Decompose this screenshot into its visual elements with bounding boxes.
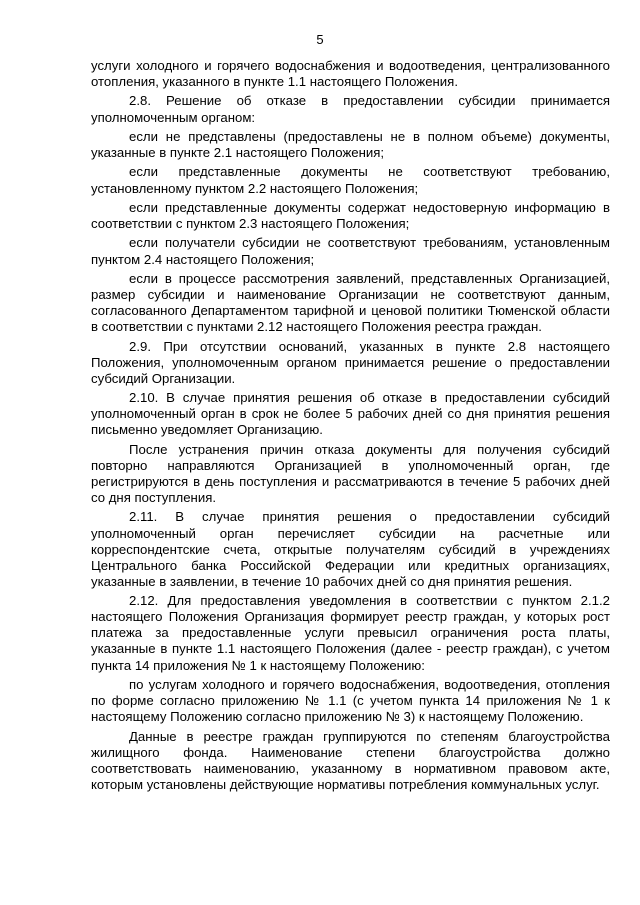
paragraph-2-9: 2.9. При отсутствии оснований, указанных в пункте 2.8 настоящего Положения, уполномоченным органом принимается решение о предоставлении субсидий Организации. [91, 338, 610, 386]
paragraph-services: по услугам холодного и горячего водоснабжения, водоотведения, отопления по форме согласно приложению № 1.1 (с учетом пункта 14 приложения № 1 к настоящему Положению согласно приложению № 3) к настоящему Положению. [91, 676, 610, 725]
page-number: 5 [316, 32, 324, 47]
paragraph-grouping: Данные в реестре граждан группируются по степеням благоустройства жилищного фонда. Наименование степени благоустройства должно соответствовать наименованию, указанному в нормативном правовом акте, которым установлены действующие нормативы потребления коммунальных услуг. [91, 728, 610, 792]
paragraph-continuation: услуги холодного и горячего водоснабжения и водоотведения, централизованного отопления, указанного в пункте 1.1 настоящего Положения. [91, 58, 610, 90]
paragraph-refusal-reason-3: если представленные документы содержат недостоверную информацию в соответствии с пунктом 2.3 настоящего Положения; [91, 199, 610, 232]
paragraph-2-10: 2.10. В случае принятия решения об отказе в предоставлении субсидий уполномоченный орган в срок не более 5 рабочих дней со дня принятия решения письменно уведомляет Организацию. [91, 390, 610, 438]
document-body [91, 58, 610, 796]
paragraph-refusal-reason-2: если представленные документы не соответствуют требованию, установленному пунктом 2.2 настоящего Положения; [91, 164, 610, 196]
paragraph-refusal-reason-5: если в процессе рассмотрения заявлений, представленных Организацией, размер субсидии и наименование Организации не соответствуют данным, согласованного Департаментом тарифной и ценовой политики Тюменской области в соответствии с пунктами 2.12 настоящего Положения реестра граждан. [91, 270, 610, 335]
paragraph-2-12: 2.12. Для предоставления уведомления в соответствии с пунктом 2.1.2 настоящего Положения Организация формирует реестр граждан, у которых рост платежа за предоставленные услуги превысил ограничения роста платы, указанные в пункте 1.1 настоящего Положения (далее - реестр граждан), с учетом пункта 14 приложения № 1 к настоящему Положению: [91, 593, 610, 673]
paragraph-refusal-reason-4: если получатели субсидии не соответствуют требованиям, установленным пунктом 2.4 настоящего Положения; [91, 235, 610, 267]
paragraph-2-11: 2.11. В случае принятия решения о предоставлении субсидий уполномоченный орган перечисляет субсидии на расчетные или корреспондентские счета, открытые получателям субсидий в учреждениях Центрального банка Российской Федерации или кредитных организациях, указанные в заявлении, в течение 10 рабочих дней со дня принятия решения. [91, 509, 610, 589]
paragraph-2-8: 2.8. Решение об отказе в предоставлении субсидии принимается уполномоченным органом: [91, 93, 610, 125]
paragraph-refusal-reason-1: если не представлены (предоставлены не в полном объеме) документы, указанные в пункте 2.1 настоящего Положения; [91, 128, 610, 161]
paragraph-resubmission: После устранения причин отказа документы для получения субсидий повторно направляются Организацией в уполномоченный орган, где регистрируются в день поступления и рассматриваются в течение 5 рабочих дней со дня поступления. [91, 441, 610, 506]
